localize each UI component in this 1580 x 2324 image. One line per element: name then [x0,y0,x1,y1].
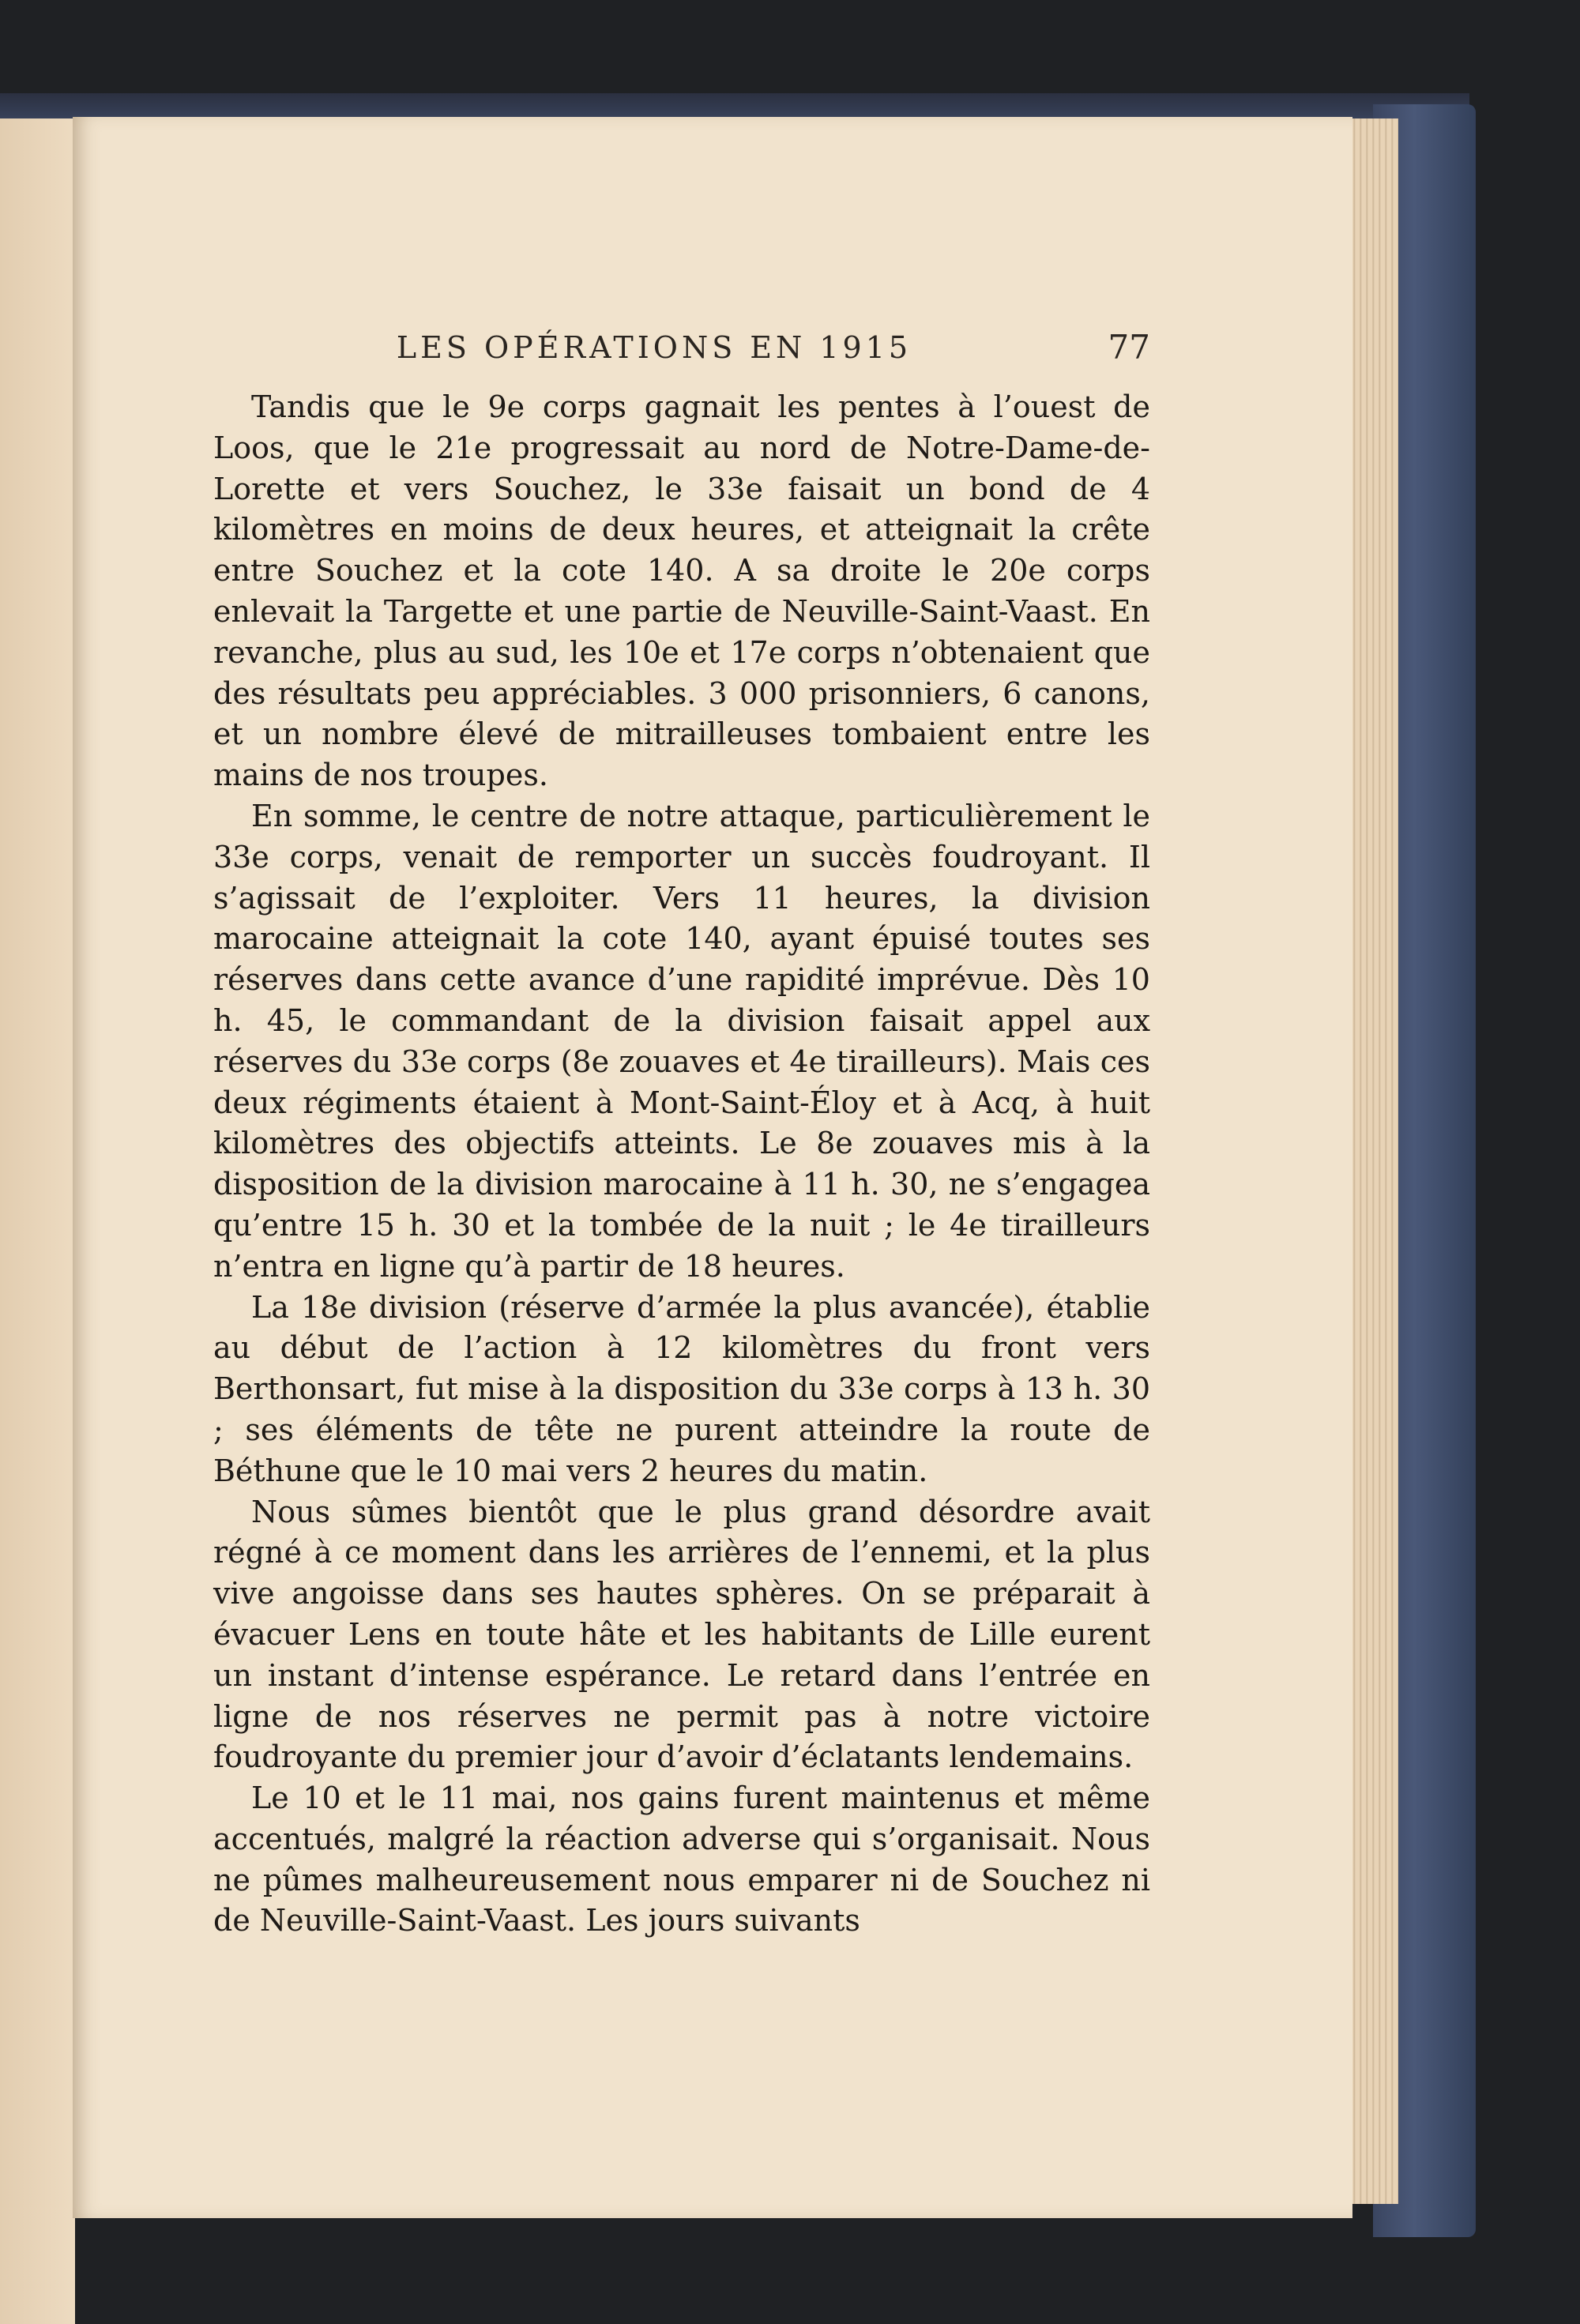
paragraph-2: En somme, le centre de notre attaque, particulièrement le 33e corps, venait de remporter un succès foudroyant. Il s’agissait de l’exploiter. Vers 11 heures, la division marocaine atteignait la cote 140, ayant épuisé toutes ses réserves dans cette avance d’une rapidité imprévue. Dès 10 h. 45, le commandant de la division faisait appel aux réserves du 33e corps (8e zouaves et 4e tirailleurs). Mais ces deux régiments étaient à Mont-Saint-Éloy et à Acq, à huit kilomètres des objectifs atteints. Le 8e zouaves mis à la disposition de la division marocaine à 11 h. 30, ne s’engagea qu’entre 15 h. 30 et la tombée de la nuit ; le 4e tirailleurs n’entra en ligne qu’à partir de 18 heures. [213,798,1150,1284]
left-page-margin [0,118,75,2324]
paragraph-3: La 18e division (réserve d’armée la plus avancée), établie au début de l’action à 12 kilomètres du front vers Berthonsart, fut mise à la disposition du 33e corps à 13 h. 30 ; ses éléments de tête ne purent atteindre la route de Béthune que le 10 mai vers 2 heures du matin. [213,1289,1150,1488]
page-header [158,324,1150,371]
running-title: LES OPÉRATIONS EN 1915 [396,330,912,365]
page-body [213,387,1150,1942]
paragraph-4: Nous sûmes bientôt que le plus grand désordre avait régné à ce moment dans les arrières de l’ennemi, et la plus vive angoisse dans ses hautes sphères. On se préparait à évacuer Lens en toute hâte et les habitants de Lille eurent un instant d’intense espérance. Le retard dans l’entrée en ligne de nos réserves ne permit pas à notre victoire foudroyante du premier jour d’avoir d’éclatants lendemains. [213,1494,1150,1775]
page-number: 77 [1108,328,1150,367]
paragraph-5: Le 10 et le 11 mai, nos gains furent maintenus et même accentués, malgré la réaction adverse qui s’organisait. Nous ne pûmes malheureusement nous emparer ni de Souchez ni de Neuville-Saint-Vaast. Les jours suivants [213,1781,1150,1939]
paragraph-1: Tandis que le 9e corps gagnait les pentes à l’ouest de Loos, que le 21e progressait au nord de Notre-Dame-de-Lorette et vers Souchez, le 33e faisait un bond de 4 kilomètres en moins de deux heures, et atteignait la crête entre Souchez et la cote 140. A sa droite le 20e corps enlevait la Targette et une partie de Neuville-Saint-Vaast. En revanche, plus au sud, les 10e et 17e corps n’obtenaient que des résultats peu appréciables. 3 000 prisonniers, 6 canons, et un nombre élevé de mitrailleuses tombaient entre les mains de nos troupes. [213,389,1150,793]
